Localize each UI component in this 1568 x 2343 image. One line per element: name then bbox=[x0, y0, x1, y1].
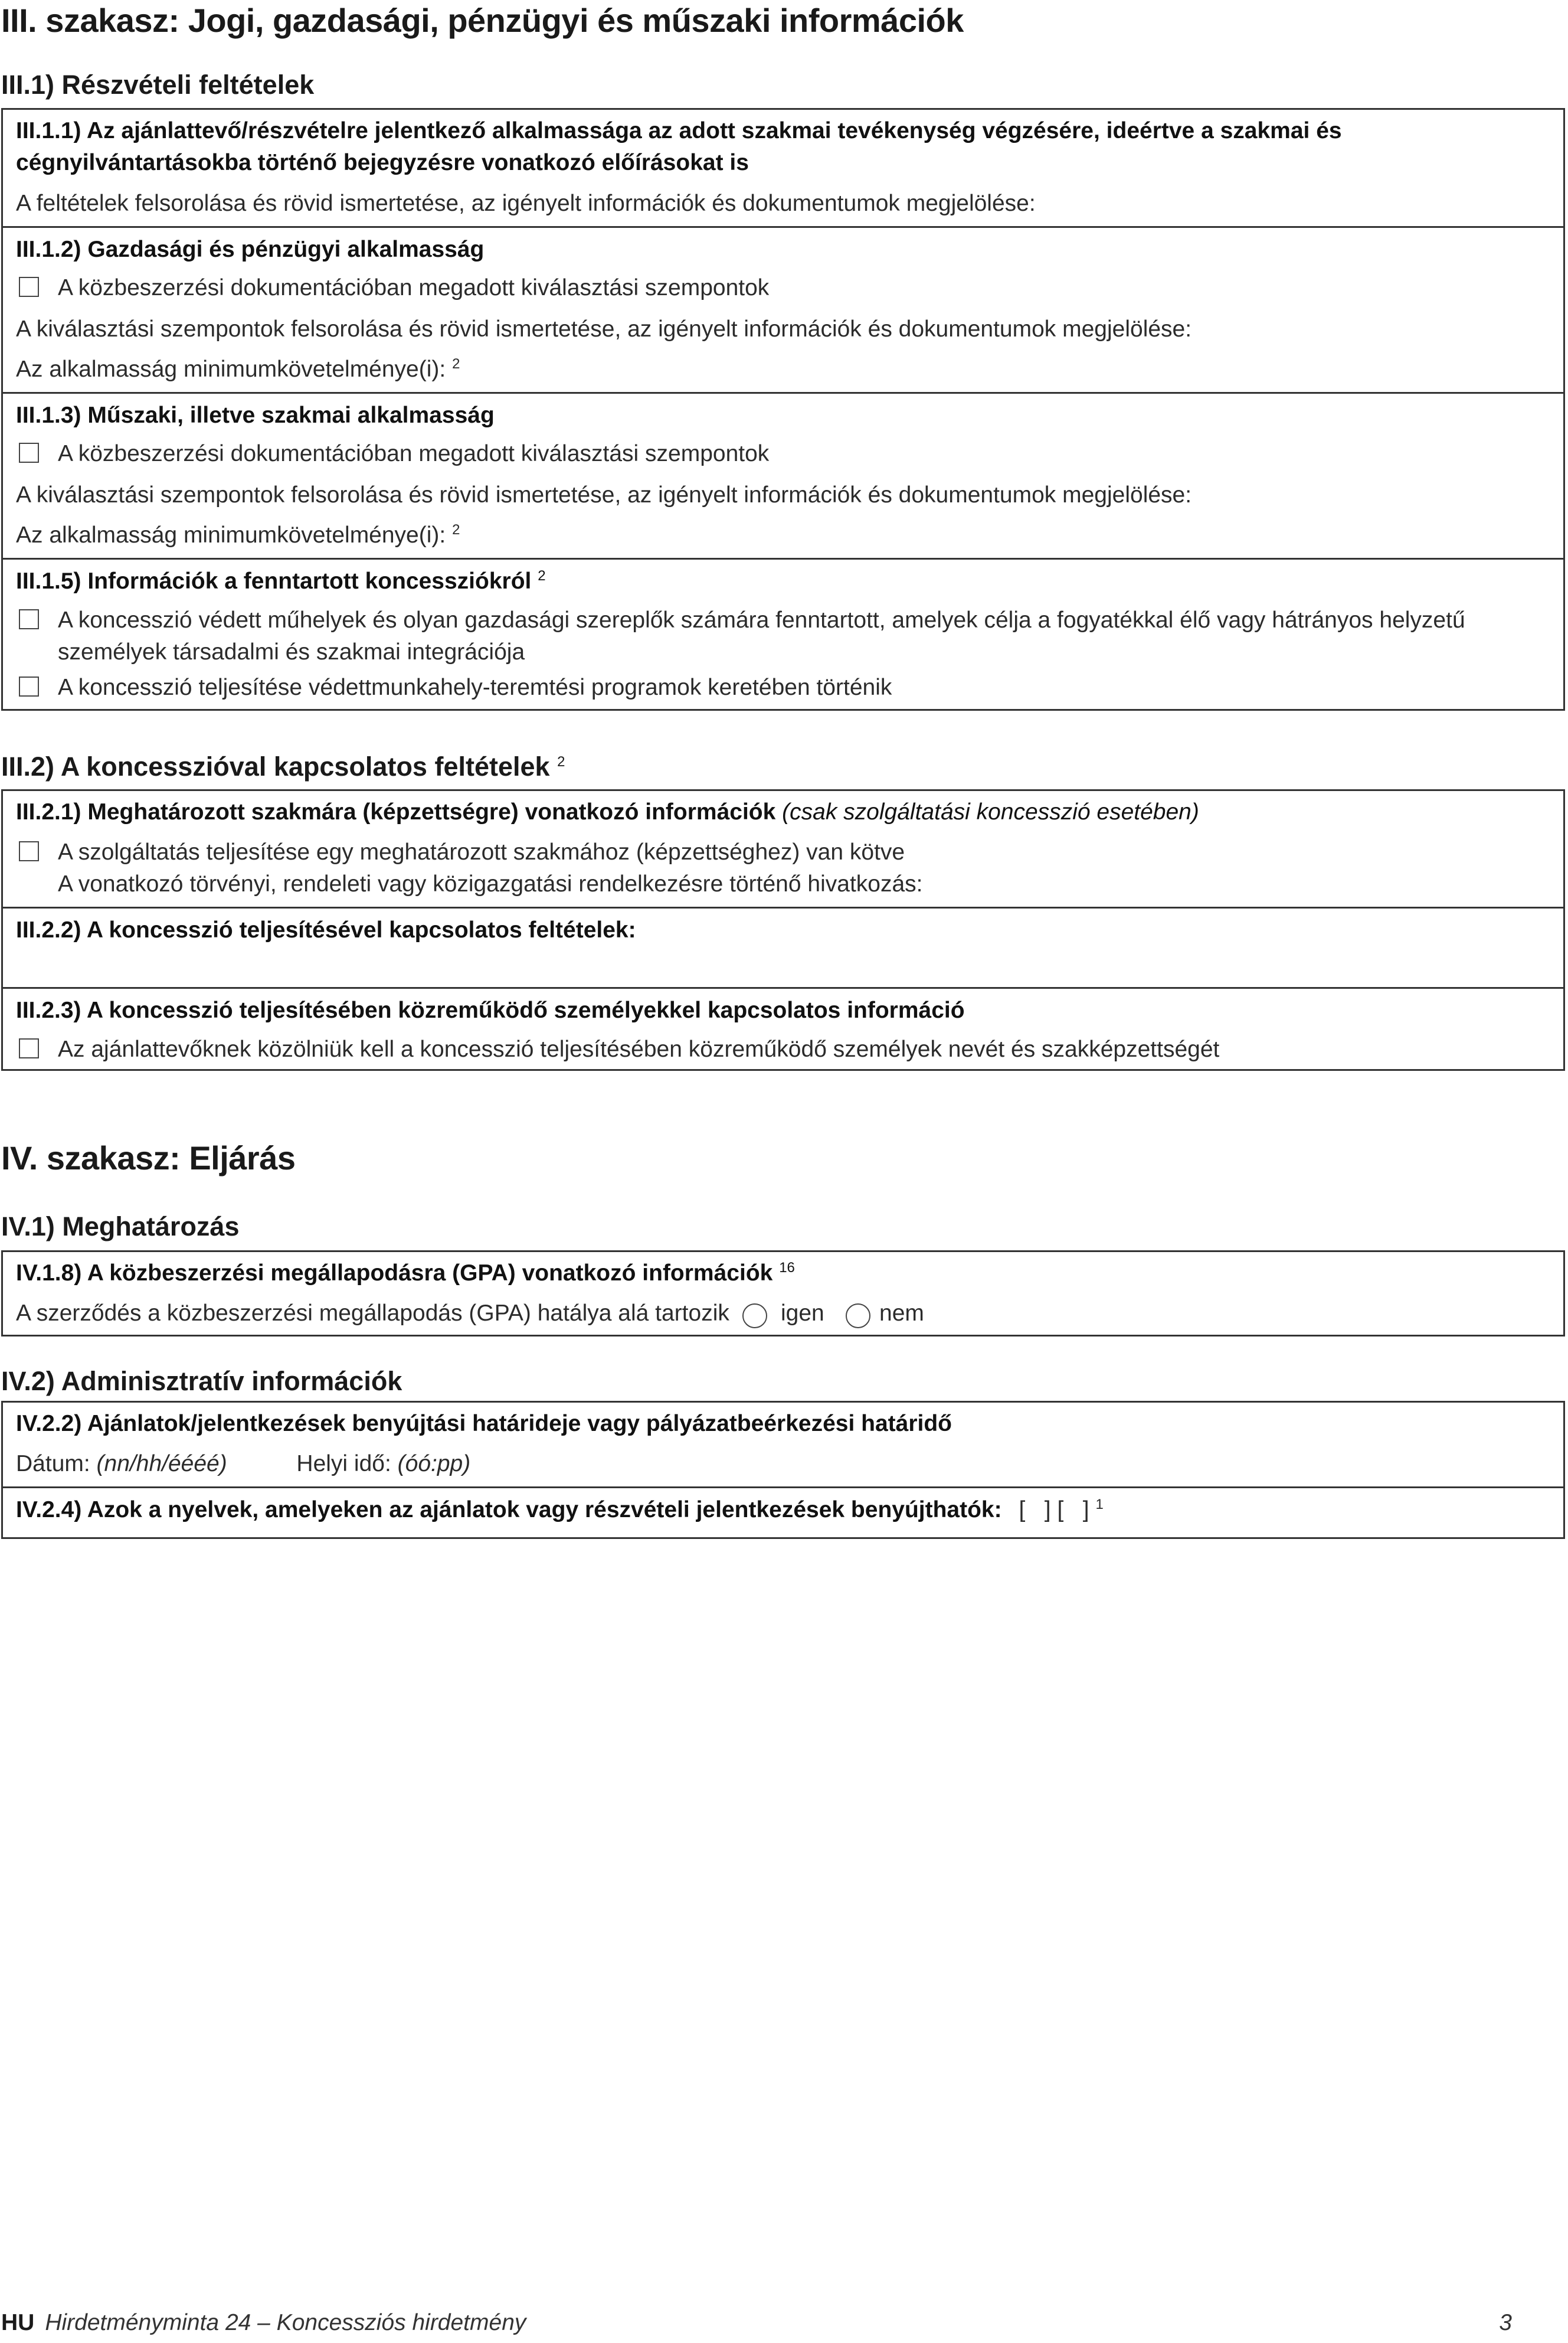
deadline-fields bbox=[16, 1451, 470, 1477]
heading-IV-2-4: IV.2.4) Azok a nyelvek, amelyeken az ajánlatok vagy részvételi jelentkezések benyújthatók: [ ] [ ] $^1$ bbox=[16, 1496, 1104, 1522]
time-format[interactable]: (óó:pp) bbox=[397, 1451, 471, 1476]
radio-label-yes: igen bbox=[781, 1300, 824, 1326]
divider bbox=[3, 1486, 1563, 1488]
radio-label-no: nem bbox=[879, 1300, 924, 1326]
checkbox-label-reserved-workshops-cont: személyek társadalmi és szakmai integrációja bbox=[58, 639, 525, 665]
radio-gpa-no[interactable] bbox=[846, 1303, 870, 1328]
divider bbox=[3, 987, 1563, 989]
heading-III-1-5: III.1.5) Információk a fenntartott koncessziókról $^2$ bbox=[16, 568, 546, 594]
date-label: Dátum: bbox=[16, 1451, 90, 1476]
page-footer bbox=[1, 2310, 1512, 2336]
section-3-title: III. szakasz: Jogi, gazdasági, pénzügyi és műszaki információk bbox=[1, 2, 964, 39]
divider bbox=[3, 907, 1563, 909]
divider bbox=[3, 392, 1563, 394]
footer-lang: HU bbox=[1, 2310, 35, 2335]
min-requirements-text: Az alkalmasság minimumkövetelménye(i): $^2$ bbox=[16, 356, 460, 382]
heading-IV-1: IV.1) Meghatározás bbox=[1, 1211, 240, 1241]
legal-reference-text: A vonatkozó törvényi, rendeleti vagy közigazgatási rendelkezésre történő hivatkozás: bbox=[58, 871, 923, 897]
checkbox-label-reserved-workshops: A koncesszió védett műhelyek és olyan gazdasági szereplők számára fenntartott, amelyek célja a fogyatékkal élő vagy hátrányos helyzetű bbox=[58, 607, 1465, 633]
heading-III-1-2: III.1.2) Gazdasági és pénzügyi alkalmasság bbox=[16, 237, 485, 262]
selection-criteria-text: A kiválasztási szempontok felsorolása és rövid ismertetése, az igényelt információk és dokumentumok megjelölése: bbox=[16, 316, 1192, 342]
divider bbox=[3, 558, 1563, 560]
heading-IV-2: IV.2) Adminisztratív információk bbox=[1, 1366, 402, 1396]
checkbox-label-III-2-1: A szolgáltatás teljesítése egy meghatározott szakmához (képzettséghez) van kötve bbox=[58, 839, 905, 865]
min-requirements-text: Az alkalmasság minimumkövetelménye(i): $^2$ bbox=[16, 522, 460, 548]
box-III-2 bbox=[1, 789, 1565, 1071]
checkbox-III-2-3[interactable] bbox=[19, 1038, 39, 1058]
checkbox-label-III-1-2: A közbeszerzési dokumentációban megadott kiválasztási szempontok bbox=[58, 275, 770, 300]
heading-III-2-1: III.2.1) Meghatározott szakmára (képzettségre) vonatkozó információk (csak szolgáltatási koncesszió esetében) bbox=[16, 799, 1199, 825]
checkbox-sheltered-employment[interactable] bbox=[19, 677, 39, 697]
checkbox-label-sheltered-employment: A koncesszió teljesítése védettmunkahely-teremtési programok keretében történik bbox=[58, 675, 892, 700]
heading-III-2: III.2) A koncesszióval kapcsolatos feltételek $^2$ bbox=[1, 751, 565, 782]
heading-IV-1-8: IV.1.8) A közbeszerzési megállapodásra (GPA) vonatkozó információk $^{16}$ bbox=[16, 1260, 795, 1286]
box-III-1 bbox=[1, 108, 1565, 711]
heading-III-2-2: III.2.2) A koncesszió teljesítésével kapcsolatos feltételek: bbox=[16, 917, 636, 943]
time-label: Helyi idő: bbox=[296, 1451, 391, 1476]
selection-criteria-text: A kiválasztási szempontok felsorolása és rövid ismertetése, az igényelt információk és dokumentumok megjelölése: bbox=[16, 482, 1192, 508]
radio-gpa-yes[interactable] bbox=[742, 1303, 767, 1328]
date-format[interactable]: (nn/hh/éééé) bbox=[96, 1451, 227, 1476]
heading-III-2-3: III.2.3) A koncesszió teljesítésében közreműködő személyekkel kapcsolatos információ bbox=[16, 998, 965, 1023]
heading-III-1: III.1) Részvételi feltételek bbox=[1, 70, 315, 100]
checkbox-reserved-workshops[interactable] bbox=[19, 609, 39, 629]
language-brackets[interactable]: [ ] [ ] bbox=[1019, 1497, 1089, 1522]
checkbox-label-III-2-3: Az ajánlattevőknek közölniük kell a koncesszió teljesítésében közreműködő személyek nevét és szakképzettségét bbox=[58, 1037, 1220, 1062]
checkbox-III-1-2[interactable] bbox=[19, 277, 39, 297]
conditions-text: A feltételek felsorolása és rövid ismertetése, az igényelt információk és dokumentumok megjelölése: bbox=[16, 191, 1036, 216]
gpa-text: A szerződés a közbeszerzési megállapodás (GPA) hatálya alá tartozik bbox=[16, 1300, 729, 1326]
divider bbox=[3, 226, 1563, 228]
checkbox-label-III-1-3: A közbeszerzési dokumentációban megadott kiválasztási szempontok bbox=[58, 441, 770, 466]
heading-III-1-1: III.1.1) Az ajánlattevő/részvételre jelentkező alkalmassága az adott szakmai tevékenység végzésére, ideértve a szakmai és bbox=[16, 118, 1342, 143]
heading-IV-2-2: IV.2.2) Ajánlatok/jelentkezések benyújtási határideje vagy pályázatbeérkezési határidő bbox=[16, 1411, 952, 1436]
heading-III-1-3: III.1.3) Műszaki, illetve szakmai alkalmasság bbox=[16, 403, 495, 428]
box-IV-1-8 bbox=[1, 1250, 1565, 1336]
heading-III-1-1-cont: cégnyilvántartásokba történő bejegyzésre vonatkozó előírásokat is bbox=[16, 150, 749, 175]
page-number: 3 bbox=[1499, 2310, 1512, 2335]
section-4-title: IV. szakasz: Eljárás bbox=[1, 1139, 296, 1177]
box-IV-2 bbox=[1, 1401, 1565, 1539]
checkbox-III-1-3[interactable] bbox=[19, 443, 39, 463]
footer-title: Hirdetményminta 24 – Koncessziós hirdetmény bbox=[45, 2310, 526, 2335]
checkbox-III-2-1[interactable] bbox=[19, 841, 39, 861]
